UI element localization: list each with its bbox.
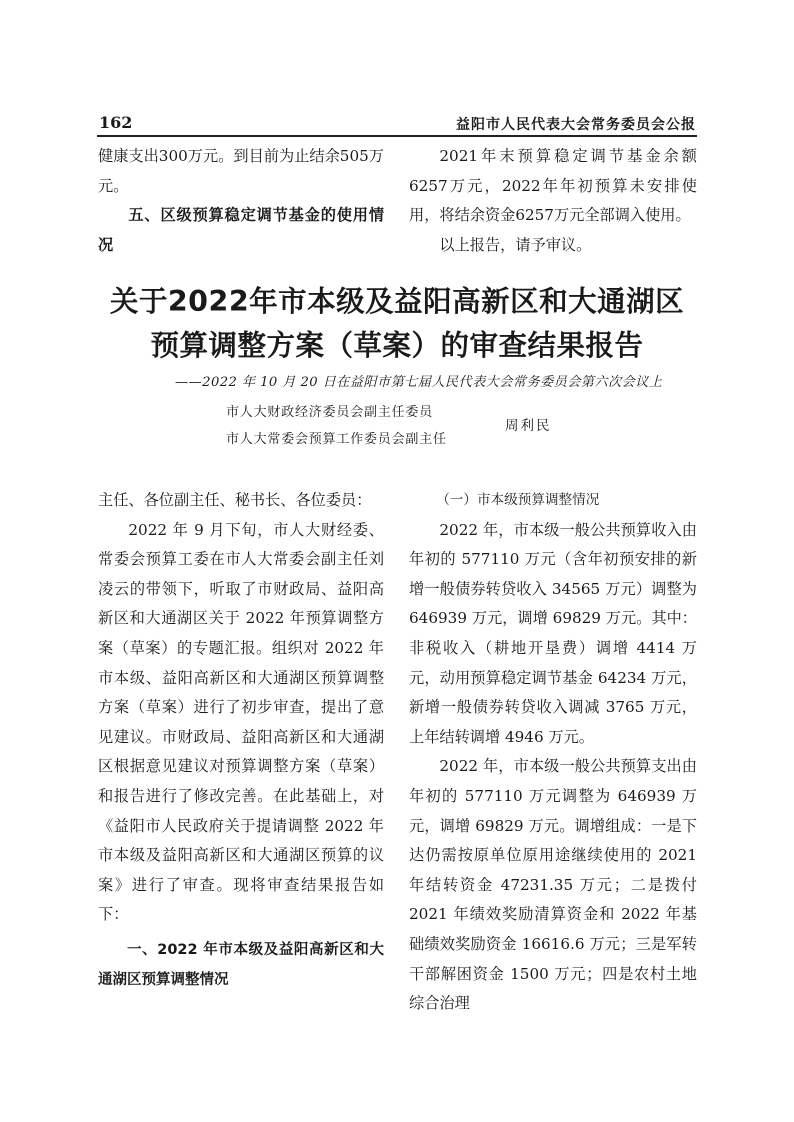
publication-title: 益阳市人民代表大会常务委员会公报 (456, 117, 696, 133)
header-divider (97, 135, 697, 137)
section-heading: 一、2022 年市本级及益阳高新区和大通湖区预算调整情况 (98, 941, 384, 988)
paragraph: 2022 年 9 月下旬，市人大财经委、常委会预算工委在市人大常委会副主任刘凌云的带领下，听取了市财政局、益阳高新区和大通湖区关于 2022 年预算调整方案（草案）的专题汇报。组织对 2022 年市本级、益阳高新区和大通湖区预算调整方案（草案）进行了初步审查，提出了意见建议。市财政局、益阳高新区和大通湖区根据意见建议对预算调整方案（草案）和报告进行了修改完善。在此基础上，对《益阳市人民政府关于提请调整 2022 年市本级及益阳高新区和大通湖区预算的议案》进行了审查。现将审查结果报告如下： (98, 520, 384, 924)
top-right-column (409, 142, 697, 260)
author-name: 周利民 (505, 418, 552, 434)
author-role-1: 市人大财政经济委员会副主任委员 (226, 405, 434, 420)
article-title-line1: 关于2022年市本级及益阳高新区和大通湖区 (109, 285, 685, 318)
paragraph: 2021年末预算稳定调节基金余额6257万元，2022年年初预算未安排使用，将结余资金6257万元全部调入使用。 (409, 147, 697, 225)
paragraph: 2022 年，市本级一般公共预算支出由年初的 577110 万元调整为 646939 万元，调增 69829 万元。调增组成：一是下达仍需按原单位原用途继续使用的 2021 年结转资金 47231.35 万元；二是拨付 2021 年绩效奖励清算资金和 2022 年基础绩效奖励资金 16616.6 万元；三是军转干部解困资金 1500 万元；四是农村土地综合治理 (409, 757, 697, 1013)
subsection-heading: （一）市本级预算调整情况 (436, 492, 600, 508)
closing-line: 以上报告，请予审议。 (439, 235, 592, 254)
body-left-column (98, 486, 384, 995)
salutation: 主任、各位副主任、秘书长、各位委员： (98, 491, 372, 509)
top-left-column (98, 142, 384, 260)
paragraph: 健康支出300万元。到目前为止结余505万元。 (98, 147, 384, 195)
article-title (70, 280, 724, 368)
body-right-column (409, 486, 697, 1019)
article-subtitle: ——2022 年 10 月 20 日在益阳市第七届人民代表大会常务委员会第六次会议上 (175, 375, 663, 390)
paragraph: 2022 年，市本级一般公共预算收入由年初的 577110 万元（含年初预安排的新增一般债券转贷收入 34565 万元）调整为 646939 万元，调增 69829 万元。其中：非税收入（耕地开垦费）调增 4414 万元，动用预算稳定调节基金 64234 万元，新增一般债券转贷收入调减 3765 万元，上年结转调增 4946 万元。 (409, 520, 697, 746)
article-title-line2: 预算调整方案（草案）的审查结果报告 (150, 329, 644, 362)
section-heading: 五、区级预算稳定调节基金的使用情况 (98, 206, 384, 254)
page-number: 162 (99, 113, 133, 132)
author-role-2: 市人大常委会预算工作委员会副主任 (226, 432, 447, 447)
